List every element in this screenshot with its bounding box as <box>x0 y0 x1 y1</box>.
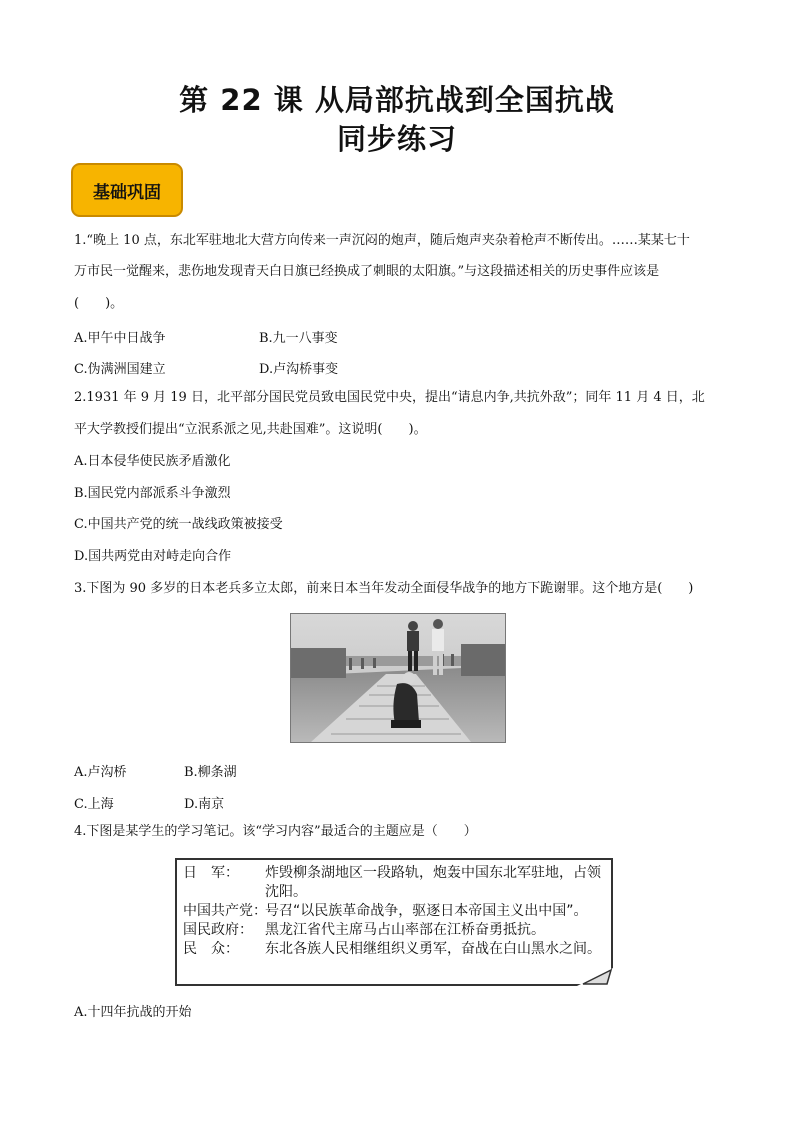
q3-option-d: D.南京 <box>184 797 225 812</box>
q1-text-line2: 万市民一觉醒来，悲伤地发现青天白日旗已经换成了刺眼的太阳旗。”与这段描述相关的历史事件应该是 <box>74 264 660 279</box>
note-row-japan <box>183 864 605 902</box>
q1-option-a: A.甲午中日战争 <box>74 331 166 346</box>
note-label: 中国共产党： <box>183 903 267 919</box>
note-text: 东北各族人民相继组织义勇军，奋战在白山黑水之间。 <box>265 941 601 957</box>
q4-option-a: A.十四年抗战的开始 <box>74 1005 192 1020</box>
q3-option-a: A.卢沟桥 <box>74 765 127 780</box>
note-label: 日 军： <box>183 865 239 881</box>
section-badge: 基础巩固 <box>71 163 183 217</box>
note-row-people <box>183 940 605 959</box>
note-label: 国民政府： <box>183 922 253 938</box>
note-row-government <box>183 921 605 940</box>
study-note-box <box>175 858 613 986</box>
q2-text-line2: 平大学教授们提出“立泯系派之见,共赴国难”。这说明( )。 <box>74 422 427 437</box>
q1-text-line1: 1.“晚上 10 点，东北军驻地北大营方向传来一声沉闷的炮声，随后炮声夹杂着枪声不断传出。……某某七十 <box>74 233 690 248</box>
q3-option-b: B.柳条湖 <box>184 765 237 780</box>
q3-text-line1: 3.下图为 90 多岁的日本老兵多立太郎，前来日本当年发动全面侵华战争的地方下跪谢罪。这个地方是( ) <box>74 581 694 596</box>
q2-option-d: D.国共两党由对峙走向合作 <box>74 549 232 564</box>
note-text: 炸毁柳条湖地区一段路轨，炮轰中国东北军驻地，占领沈阳。 <box>265 865 601 900</box>
q1-option-d: D.卢沟桥事变 <box>259 362 339 377</box>
q2-option-c: C.中国共产党的统一战线政策被接受 <box>74 517 283 532</box>
q1-text-line3: ( )。 <box>74 296 124 311</box>
q2-option-b: B.国民党内部派系斗争激烈 <box>74 486 231 501</box>
page-curl-icon <box>577 968 613 986</box>
page-title: 第 22 课 从局部抗战到全国抗战 <box>179 83 615 117</box>
note-label: 民 众： <box>183 941 239 957</box>
q3-option-c: C.上海 <box>74 797 114 812</box>
q1-option-c: C.伪满洲国建立 <box>74 362 166 377</box>
bridge-kneeling-photo <box>290 613 506 743</box>
q2-option-a: A.日本侵华使民族矛盾激化 <box>74 454 231 469</box>
note-text: 黑龙江省代主席马占山率部在江桥奋勇抵抗。 <box>265 922 545 938</box>
q1-option-b: B.九一八事变 <box>259 331 338 346</box>
q4-text-line1: 4.下图是某学生的学习笔记。该“学习内容”最适合的主题应是（ ） <box>74 824 477 839</box>
q2-text-line1: 2.1931 年 9 月 19 日，北平部分国民党员致电国民党中央，提出“请息内争,共抗外敌”；同年 11 月 4 日，北 <box>74 390 705 405</box>
page-subtitle: 同步练习 <box>336 122 457 156</box>
note-row-ccp <box>183 902 605 921</box>
note-text: 号召“以民族革命战争，驱逐日本帝国主义出中国”。 <box>265 903 588 919</box>
